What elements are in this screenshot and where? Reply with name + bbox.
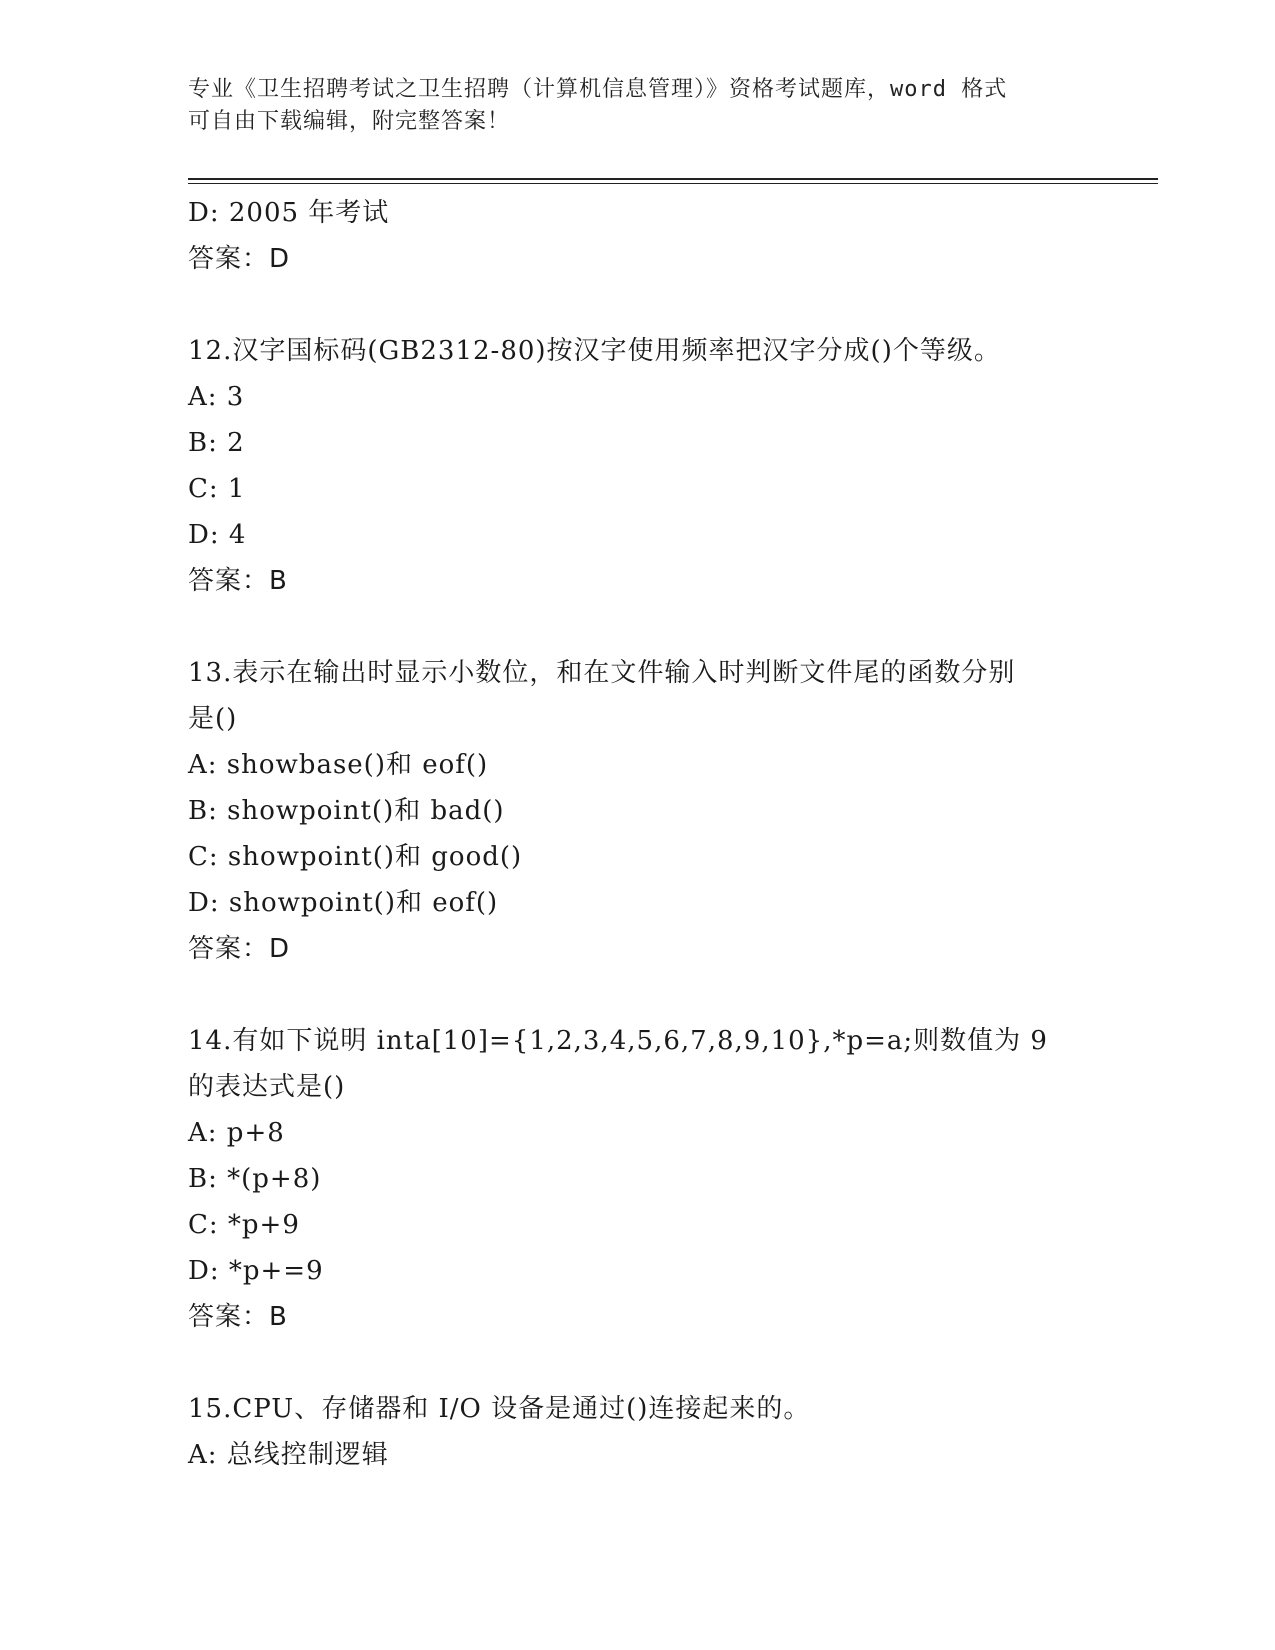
answer: 答案：B [188,566,288,596]
header-line-1: 专业《卫生招聘考试之卫生招聘（计算机信息管理）》资格考试题库，word 格式 [188,77,1008,102]
question-stem-continued: 的表达式是() [188,1072,346,1102]
option-b: B: showpoint()和 bad() [188,796,505,826]
answer: 答案：D [188,934,291,964]
question-stem: 14.有如下说明 inta[10]={1,2,3,4,5,6,7,8,9,10},*p=a;则数值为 9 [188,1026,1048,1056]
option-d: D: *p+=9 [188,1256,324,1286]
option-a: A: showbase()和 eof() [188,750,489,780]
header-divider [188,178,1158,180]
option-c: C: showpoint()和 good() [188,842,523,872]
option-d: D: 2005 年考试 [188,198,390,228]
option-b: B: *(p+8) [188,1164,322,1194]
option-c: C: 1 [188,474,246,504]
option-d: D: 4 [188,520,247,550]
header-divider-thin [188,183,1158,184]
answer: 答案：D [188,244,291,274]
option-a: A: 总线控制逻辑 [188,1440,389,1470]
option-c: C: *p+9 [188,1210,300,1240]
question-stem: 12.汉字国标码(GB2312-80)按汉字使用频率把汉字分成()个等级。 [188,336,1001,366]
question-14 [188,1018,1088,1340]
question-stem-continued: 是() [188,704,238,734]
question-15 [188,1386,1088,1478]
option-a: A: 3 [188,382,245,412]
option-b: B: 2 [188,428,245,458]
question-12 [188,328,1088,604]
answer: 答案：B [188,1302,288,1332]
header-line-2: 可自由下载编辑，附完整答案！ [188,109,511,134]
option-d: D: showpoint()和 eof() [188,888,499,918]
question-stem: 13.表示在输出时显示小数位，和在文件输入时判断文件尾的函数分别 [188,658,1016,688]
question-list [188,190,1088,1478]
question-13 [188,650,1088,972]
option-a: A: p+8 [188,1118,285,1148]
question-stem: 15.CPU、存储器和 I/O 设备是通过()连接起来的。 [188,1394,811,1424]
page-header [188,74,1088,138]
